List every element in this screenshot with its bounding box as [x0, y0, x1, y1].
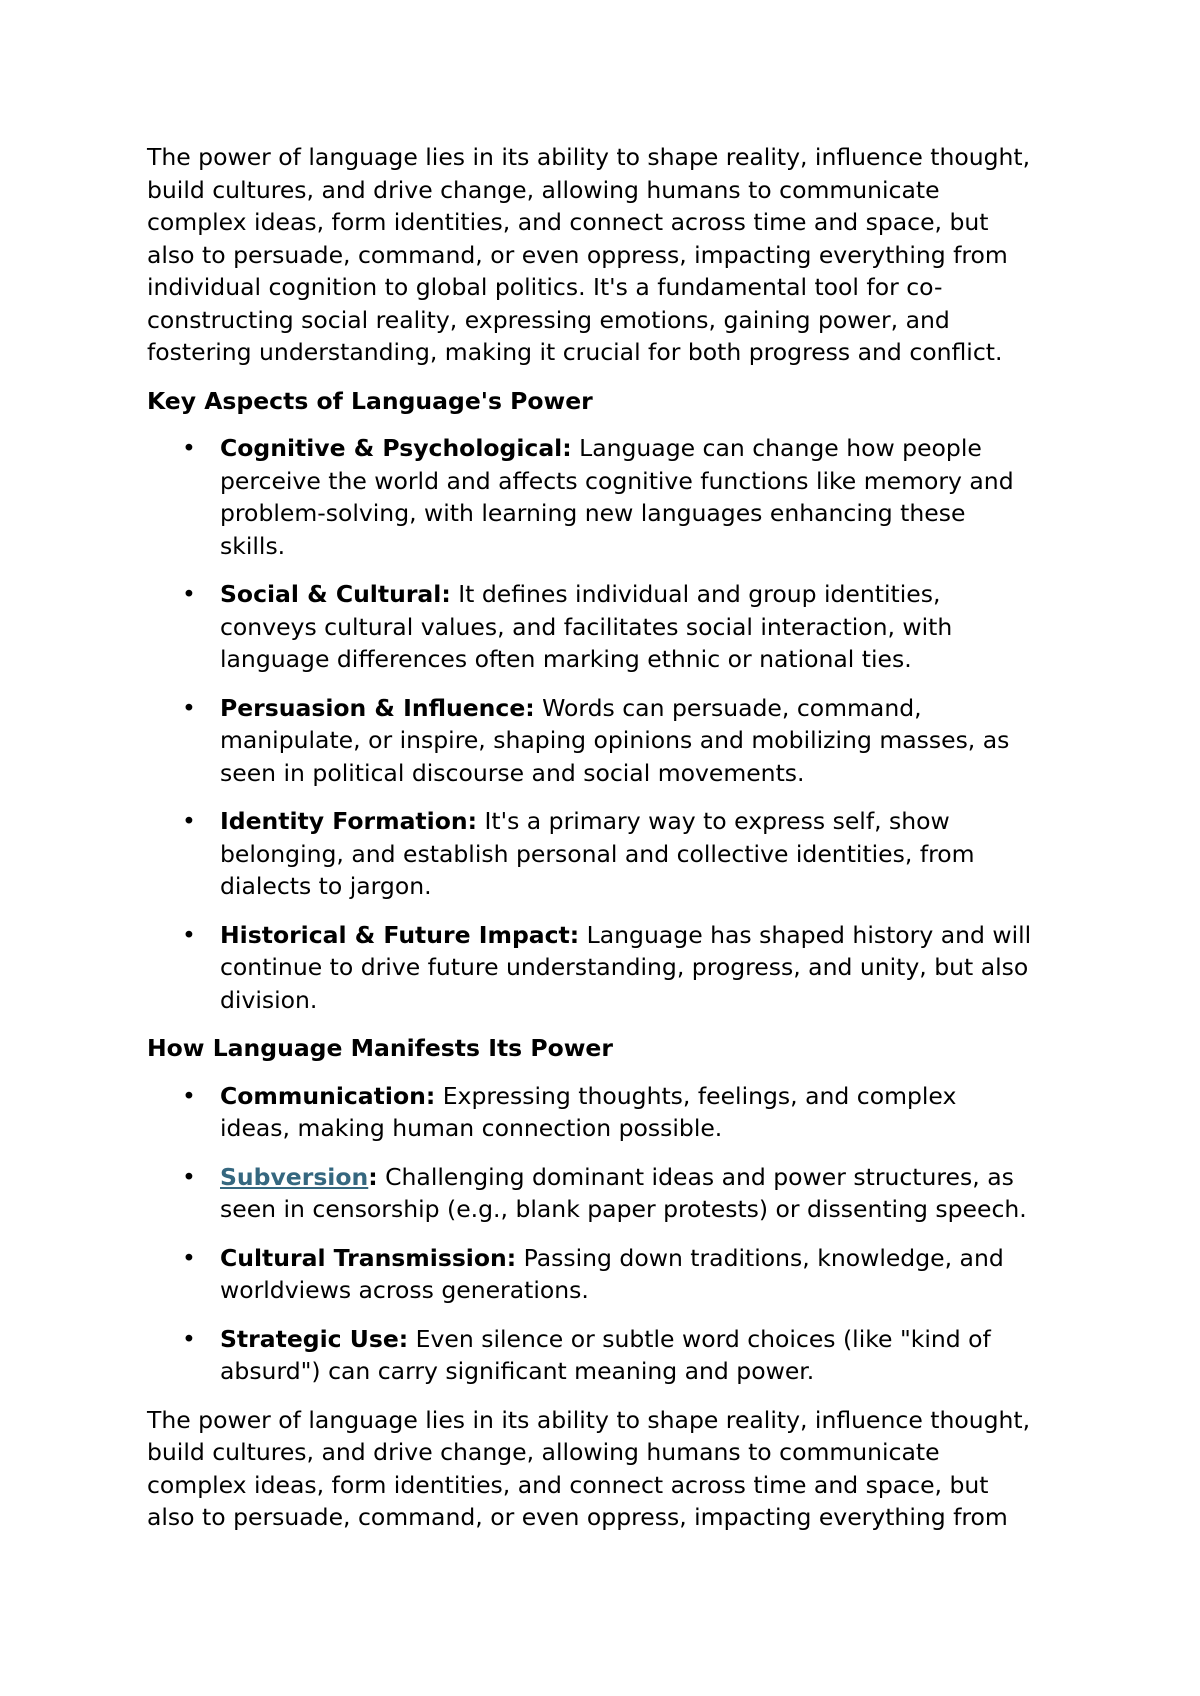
list-item-text: Words can persuade, command, manipulate, or inspire, shaping opinions and mobilizing masses, as seen in political discourse and social movements. — [220, 693, 1010, 787]
document-page — [147, 141, 1087, 1534]
outro-paragraph: The power of language lies in its ability to shape reality, influence thought, build cultures, and drive change, allowing humans to communicate complex ideas, form identities, and connect across time and space, but also to persuade, command, or even oppress, impacting everything from — [147, 1405, 1031, 1531]
list-item-term: Social & Cultural: — [220, 580, 451, 608]
key-aspects-list — [147, 432, 1087, 1016]
list-item-term: Communication: — [220, 1081, 436, 1110]
list-item-text: Language can change how people perceive the world and affects cognitive functions like memory and problem-solving, with learning new languages enhancing these skills. — [220, 434, 1014, 560]
list-item — [220, 1242, 1087, 1307]
list-item-text: Even silence or subtle word choices (like "kind of absurd") can carry significant meaning and power. — [220, 1324, 991, 1385]
section-heading-manifests: How Language Manifests Its Power — [147, 1034, 613, 1062]
subversion-link[interactable]: Subversion — [220, 1162, 369, 1191]
list-item-text: Language has shaped history and will continue to drive future understanding, progress, and unity, but also division. — [220, 920, 1032, 1014]
list-item-text: Challenging dominant ideas and power structures, as seen in censorship (e.g., blank paper protests) or dissenting speech. — [220, 1162, 1027, 1223]
list-item — [220, 1080, 1087, 1145]
list-item-text: It defines individual and group identities, conveys cultural values, and facilitates social interaction, with language differences often marking ethnic or national ties. — [220, 580, 953, 673]
list-item — [220, 919, 1087, 1017]
list-item — [220, 1161, 1087, 1226]
list-item — [220, 805, 1087, 903]
manifests-list — [147, 1080, 1087, 1388]
list-item-colon: : — [368, 1162, 378, 1191]
list-item-term: Persuasion & Influence: — [220, 693, 535, 722]
list-item-term: Cognitive & Psychological: — [220, 434, 572, 462]
list-item-term: Identity Formation: — [220, 807, 477, 835]
intro-paragraph: The power of language lies in its ability to shape reality, influence thought, build cultures, and drive change, allowing humans to communicate complex ideas, form identities, and connect across time and space, but also to persuade, command, or even oppress, impacting everything from individual cognition to global politics. It's a fundamental tool for co- constructing social reality, expressing emotions, gaining power, and fostering understanding, making it crucial for both progress and conflict. — [147, 143, 1031, 366]
list-item-text: Passing down traditions, knowledge, and worldviews across generations. — [220, 1243, 1004, 1304]
list-item — [220, 692, 1087, 790]
list-item-text: It's a primary way to express self, show belonging, and establish personal and collective identities, from dialects to jargon. — [220, 807, 975, 900]
list-item — [220, 1323, 1087, 1388]
list-item-term: Historical & Future Impact: — [220, 920, 580, 949]
list-item-term: Cultural Transmission: — [220, 1243, 517, 1272]
list-item — [220, 432, 1087, 562]
list-item-text: Expressing thoughts, feelings, and complex ideas, making human connection possible. — [220, 1081, 957, 1142]
list-item — [220, 578, 1087, 676]
list-item-term: Strategic Use: — [220, 1324, 409, 1353]
section-heading-key-aspects: Key Aspects of Language's Power — [147, 386, 593, 415]
